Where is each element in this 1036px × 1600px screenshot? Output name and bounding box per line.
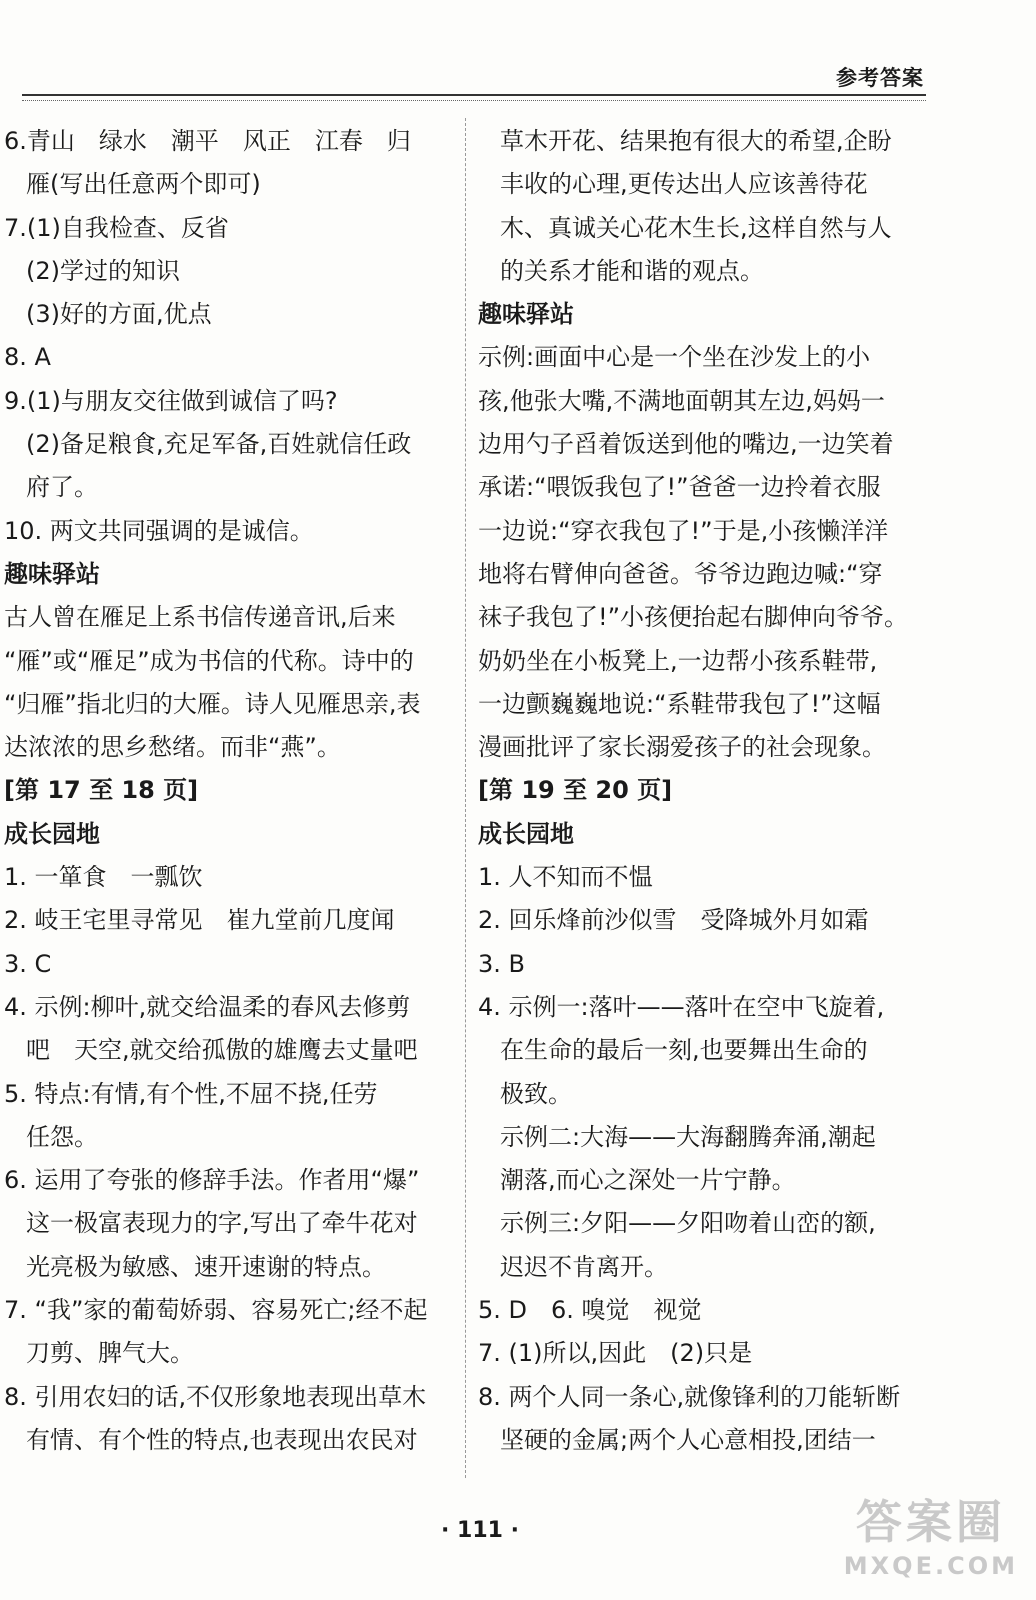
text-line: 8. 引用农妇的话,不仅形象地表现出草木 xyxy=(4,1382,427,1411)
text-line: 木、真诚关心花木生长,这样自然与人 xyxy=(500,213,892,242)
text-line: 示例:画面中心是一个坐在沙发上的小 xyxy=(478,343,871,372)
text-line: 古人曾在雁足上系书信传递音讯,后来 xyxy=(4,603,396,632)
text-line: 这一极富表现力的字,写出了牵牛花对 xyxy=(26,1209,418,1238)
page-number: · 111 · xyxy=(441,1518,519,1543)
text-line: 1. 人不知而不愠 xyxy=(478,863,653,892)
section-heading: 趣味驿站 xyxy=(478,300,574,329)
text-line: “归雁”指北归的大雁。诗人见雁思亲,表 xyxy=(4,689,421,718)
text-line: 有情、有个性的特点,也表现出农民对 xyxy=(26,1425,418,1454)
text-line: 奶奶坐在小板凳上,一边帮小孩系鞋带, xyxy=(478,646,878,675)
text-line: 潮落,而心之深处一片宁静。 xyxy=(500,1166,796,1195)
left-column xyxy=(4,120,459,1462)
text-line: 边用勺子舀着饭送到他的嘴边,一边笑着 xyxy=(478,430,894,459)
text-line: 7. “我”家的葡萄娇弱、容易死亡;经不起 xyxy=(4,1296,428,1325)
text-line: 5. D 6. 嗅觉 视觉 xyxy=(478,1296,702,1325)
text-line: 5. 特点:有情,有个性,不屈不挠,任劳 xyxy=(4,1079,378,1108)
text-line: 4. 示例:柳叶,就交给温柔的春风去修剪 xyxy=(4,992,411,1021)
text-line: 2. 回乐烽前沙似雪 受降城外月如霜 xyxy=(478,906,869,935)
text-line: 2. 岐王宅里寻常见 崔九堂前几度闻 xyxy=(4,906,395,935)
text-line: 8. A xyxy=(4,343,51,372)
text-line: 6. 运用了夸张的修辞手法。作者用“爆” xyxy=(4,1166,420,1195)
text-line: 承诺:“喂饭我包了!”爸爸一边拎着衣服 xyxy=(478,473,881,502)
text-line: 的关系才能和谐的观点。 xyxy=(500,256,764,285)
text-line: 1. 一箪食 一瓢饮 xyxy=(4,863,203,892)
text-line: 7.(1)自我检查、反省 xyxy=(4,213,229,242)
text-line: 孩,他张大嘴,不满地面朝其左边,妈妈一 xyxy=(478,386,885,415)
text-line: 8. 两个人同一条心,就像锋利的刀能斩断 xyxy=(478,1382,901,1411)
text-line: 吧 天空,就交给孤傲的雄鹰去丈量吧 xyxy=(26,1036,418,1065)
text-line: 4. 示例一:落叶——落叶在空中飞旋着, xyxy=(478,992,885,1021)
text-line: 一边颤巍巍地说:“系鞋带我包了!”这幅 xyxy=(478,689,881,718)
text-line: 10. 两文共同强调的是诚信。 xyxy=(4,516,314,545)
text-line: (2)学过的知识 xyxy=(26,256,180,285)
page-header-title: 参考答案 xyxy=(836,66,924,90)
watermark-bottom: MXQE.COM xyxy=(843,1552,1018,1580)
text-line: (3)好的方面,优点 xyxy=(26,300,212,329)
text-line: “雁”或“雁足”成为书信的代称。诗中的 xyxy=(4,646,414,675)
text-line: 光亮极为敏感、速开速谢的特点。 xyxy=(26,1252,386,1281)
header-rule xyxy=(22,94,926,96)
text-line: 府了。 xyxy=(26,473,98,502)
section-heading: [第 17 至 18 页] xyxy=(4,776,199,805)
text-line: 示例三:夕阳——夕阳吻着山峦的额, xyxy=(500,1209,876,1238)
section-heading: 成长园地 xyxy=(4,819,100,848)
section-heading: [第 19 至 20 页] xyxy=(478,776,673,805)
text-line: 示例二:大海——大海翻腾奔涌,潮起 xyxy=(500,1122,876,1151)
text-line: 3. C xyxy=(4,949,52,978)
watermark-logo xyxy=(844,1486,1018,1580)
text-line: 一边说:“穿衣我包了!”于是,小孩懒洋洋 xyxy=(478,516,889,545)
column-divider xyxy=(465,118,466,1478)
text-line: 地将右臂伸向爸爸。爷爷边跑边喊:“穿 xyxy=(478,559,883,588)
watermark-top: 答案圈 xyxy=(855,1495,1006,1549)
text-line: 7. (1)所以,因此 (2)只是 xyxy=(478,1339,753,1368)
text-line: 袜子我包了!”小孩便抬起右脚伸向爷爷。 xyxy=(478,603,909,632)
text-line: 丰收的心理,更传达出人应该善待花 xyxy=(500,170,868,199)
text-line: 9.(1)与朋友交往做到诚信了吗? xyxy=(4,386,338,415)
text-line: 在生命的最后一刻,也要舞出生命的 xyxy=(500,1036,868,1065)
section-heading: 趣味驿站 xyxy=(4,559,100,588)
text-line: 6.青山 绿水 潮平 风正 江春 归 xyxy=(4,127,411,155)
text-line: 雁(写出任意两个即可) xyxy=(26,170,261,199)
text-line: 坚硬的金属;两个人心意相投,团结一 xyxy=(500,1425,876,1454)
text-line: (2)备足粮食,充足军备,百姓就信任政 xyxy=(26,430,412,459)
right-column xyxy=(478,120,930,1462)
section-heading: 成长园地 xyxy=(478,819,574,848)
text-line: 漫画批评了家长溺爱孩子的社会现象。 xyxy=(478,733,886,762)
text-line: 草木开花、结果抱有很大的希望,企盼 xyxy=(500,127,892,155)
header-rule-dotted xyxy=(22,100,926,101)
text-line: 3. B xyxy=(478,949,525,978)
text-line: 刀剪、脾气大。 xyxy=(26,1339,194,1368)
text-line: 任怨。 xyxy=(26,1122,98,1151)
text-line: 达浓浓的思乡愁绪。而非“燕”。 xyxy=(4,733,341,762)
text-line: 极致。 xyxy=(500,1079,572,1108)
text-line: 迟迟不肯离开。 xyxy=(500,1252,668,1281)
